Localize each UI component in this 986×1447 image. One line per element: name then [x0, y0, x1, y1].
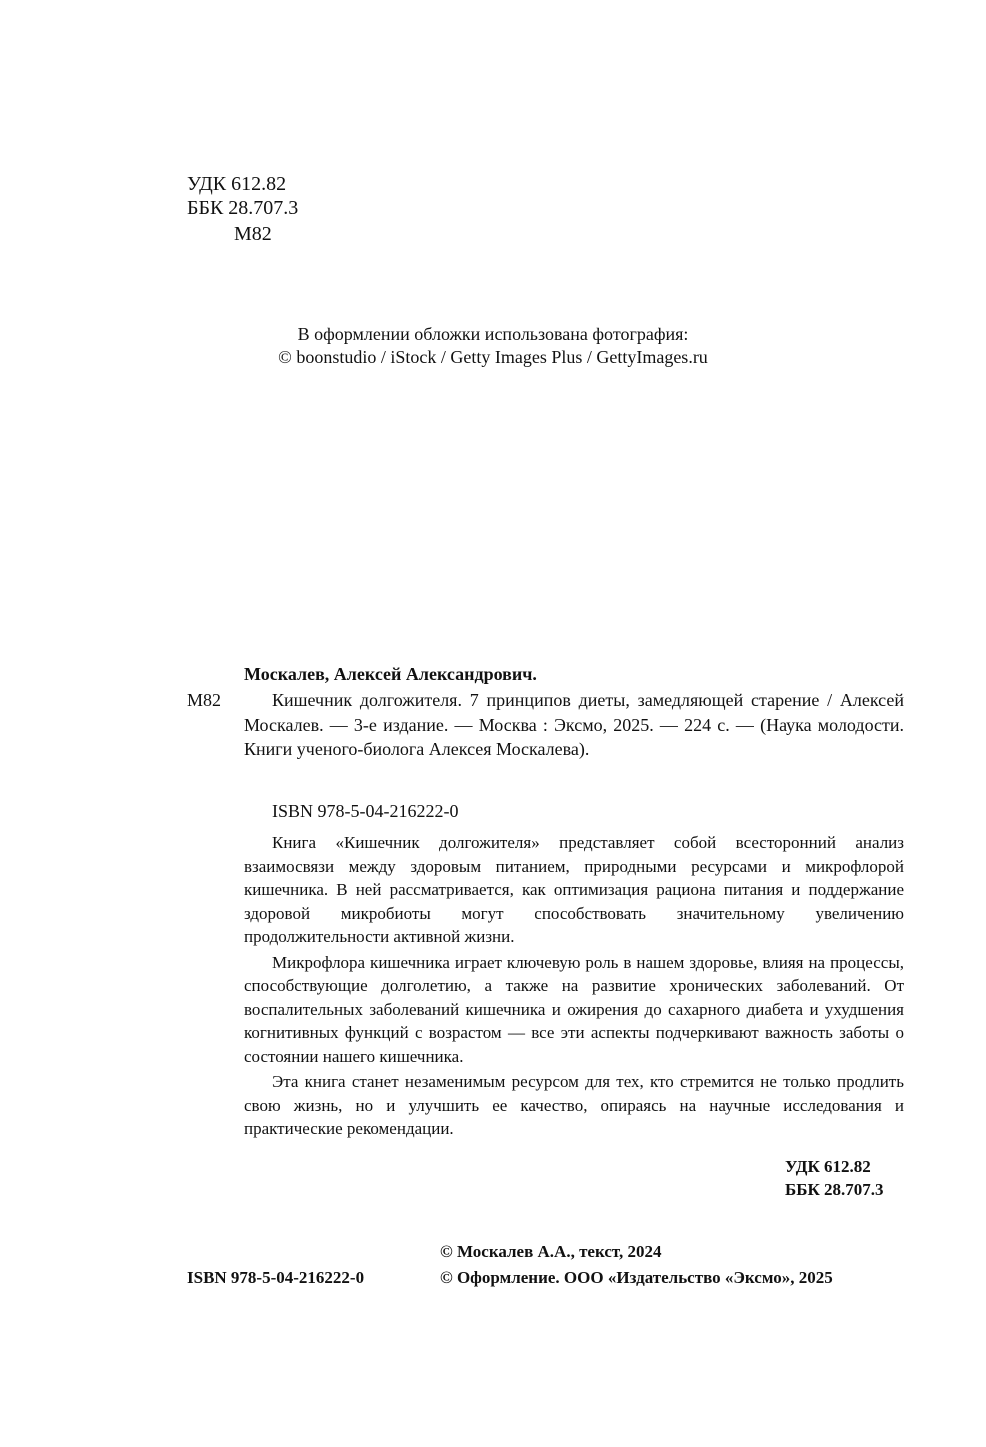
- cover-photo-note: В оформлении обложки использована фотография:: [297, 324, 689, 344]
- footer-isbn: ISBN 978-5-04-216222-0: [187, 1268, 365, 1287]
- record-author-sign: М82: [187, 690, 222, 710]
- record-isbn: ISBN 978-5-04-216222-0: [272, 801, 459, 821]
- record-description: Кишечник долгожителя. 7 принципов диеты, замедляющей старение / Алексей Москалев. — 3-е издание. — Москва : Эксмо, 2025. — 224 с. — (Наука молодости. Книги ученого-биолога Алексея Москалева).: [244, 690, 904, 759]
- record-author: Москалев, Алексей Александрович.: [244, 664, 537, 684]
- cover-photo-credit: © boonstudio / iStock / Getty Images Plus / GettyImages.ru: [278, 347, 708, 367]
- footer-bbk-code: ББК 28.707.3: [785, 1180, 884, 1199]
- udk-code: УДК 612.82: [187, 173, 287, 195]
- copyright-text: © Москалев А.А., текст, 2024: [440, 1242, 662, 1261]
- bbk-code: ББК 28.707.3: [187, 197, 299, 219]
- copyright-design: © Оформление. ООО «Издательство «Эксмо», 2025: [440, 1268, 833, 1287]
- annotation: [244, 831, 904, 1143]
- annotation-paragraph: Эта книга станет незаменимым ресурсом для тех, кто стремится не только продлить свою жизнь, но и улучшить ее качество, опираясь на научные исследования и практические рекомендации.: [244, 1072, 904, 1138]
- annotation-paragraph: Книга «Кишечник долгожителя» представляет собой всесторонний анализ взаимосвязи между здоровым питанием, природными ресурсами и микрофлорой кишечника. В ней рассматривается, как оптимизация рациона питания и поддержание здоровой микробиоты могут способствовать значительному увеличению продолжительности активной жизни.: [244, 833, 904, 946]
- author-sign: М82: [234, 223, 272, 245]
- annotation-paragraph: Микрофлора кишечника играет ключевую роль в нашем здоровье, влияя на процессы, способствующие долголетию, а также на развитие хронических заболеваний. От воспалительных заболеваний кишечника и ожирения до сахарного диабета и ухудшения когнитивных функций с возрастом — все эти аспекты подчеркивают важность заботы о состоянии нашего кишечника.: [244, 952, 904, 1066]
- footer-udk-code: УДК 612.82: [785, 1157, 871, 1176]
